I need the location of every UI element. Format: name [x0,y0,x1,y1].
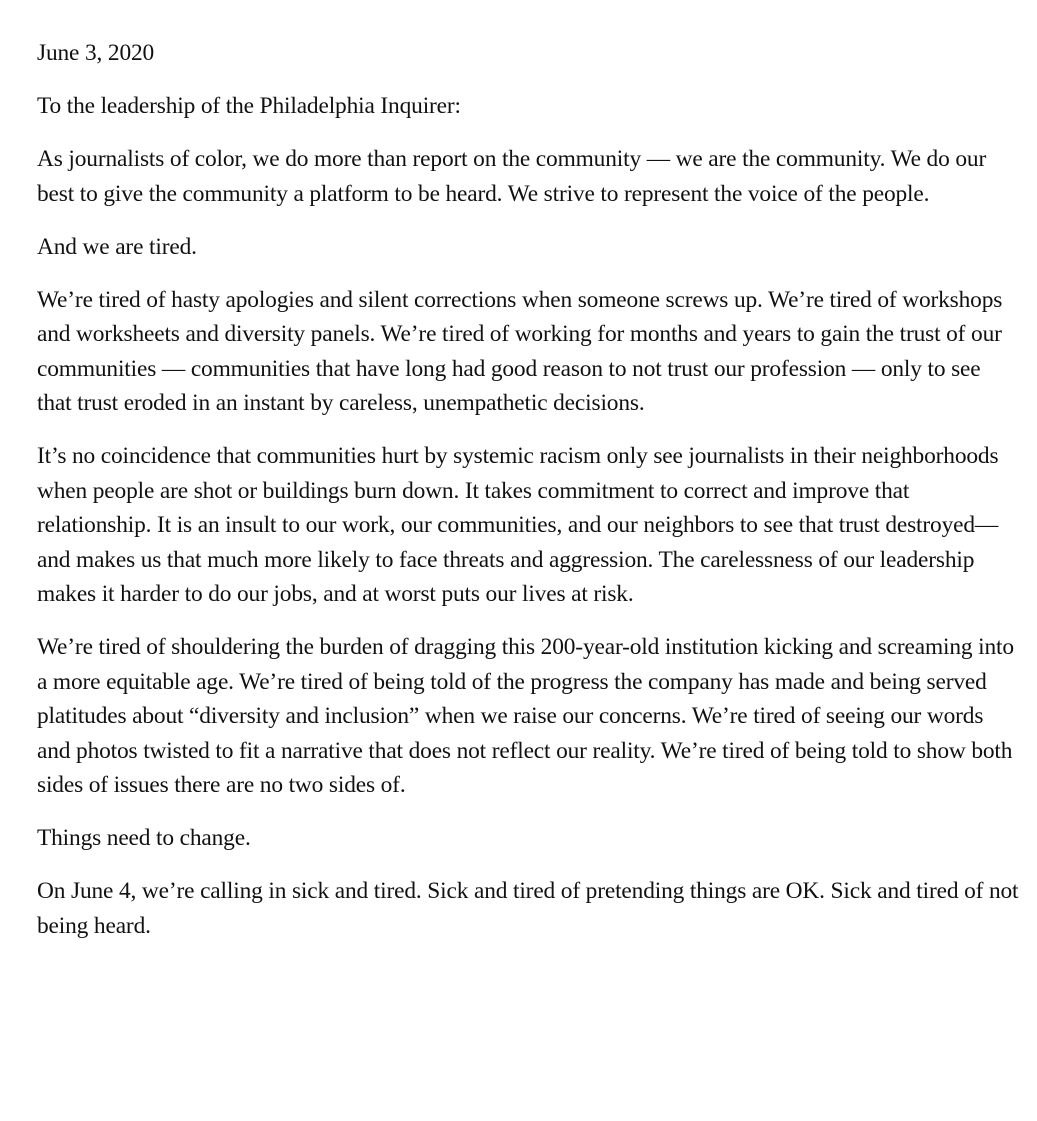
letter-salutation: To the leadership of the Philadelphia Inquirer: [37,93,461,119]
paragraph-tired-of-apologies: We’re tired of hasty apologies and silent corrections when someone screws up. We’re tired of workshops and worksheets and diversity panels. We’re tired of working for months and years to gain the trust of our communities — communities that have long had good reason to not trust our profession — only to see that trust eroded in an instant by careless, unempathetic decisions. [37,286,1003,416]
letter-date: June 3, 2020 [37,40,155,66]
paragraph-we-are-tired: And we are tired. [37,233,197,260]
paragraph-shouldering-burden: We’re tired of shouldering the burden of dragging this 200-year-old institution kicking and screaming into a more equitable age. We’re tired of being told of the progress the company has made and being served platitudes about “diversity and inclusion” when we raise our concerns. We’re tired of seeing our words and photos twisted to fit a narrative that does not reflect our reality. We’re tired of being told to show both sides of issues there are no two sides of. [37,634,1014,798]
paragraph-things-need-to-change: Things need to change. [37,825,251,851]
paragraph-calling-in-sick: On June 4, we’re calling in sick and tired. Sick and tired of pretending things are OK. Sick and tired of not being heard. [37,878,1019,939]
paragraph-journalists-of-color: As journalists of color, we do more than report on the community — we are the community. We do our best to give the community a platform to be heard. We strive to represent the voice of the people. [37,146,987,207]
paragraph-no-coincidence: It’s no coincidence that communities hurt by systemic racism only see journalists in their neighborhoods when people are shot or buildings burn down. It takes commitment to correct and improve that relationship. It is an insult to our work, our communities, and our neighbors to see that trust destroyed—and makes us that much more likely to face threats and aggression. The carelessness of our leadership makes it harder to do our jobs, and at worst puts our lives at risk. [37,443,999,607]
